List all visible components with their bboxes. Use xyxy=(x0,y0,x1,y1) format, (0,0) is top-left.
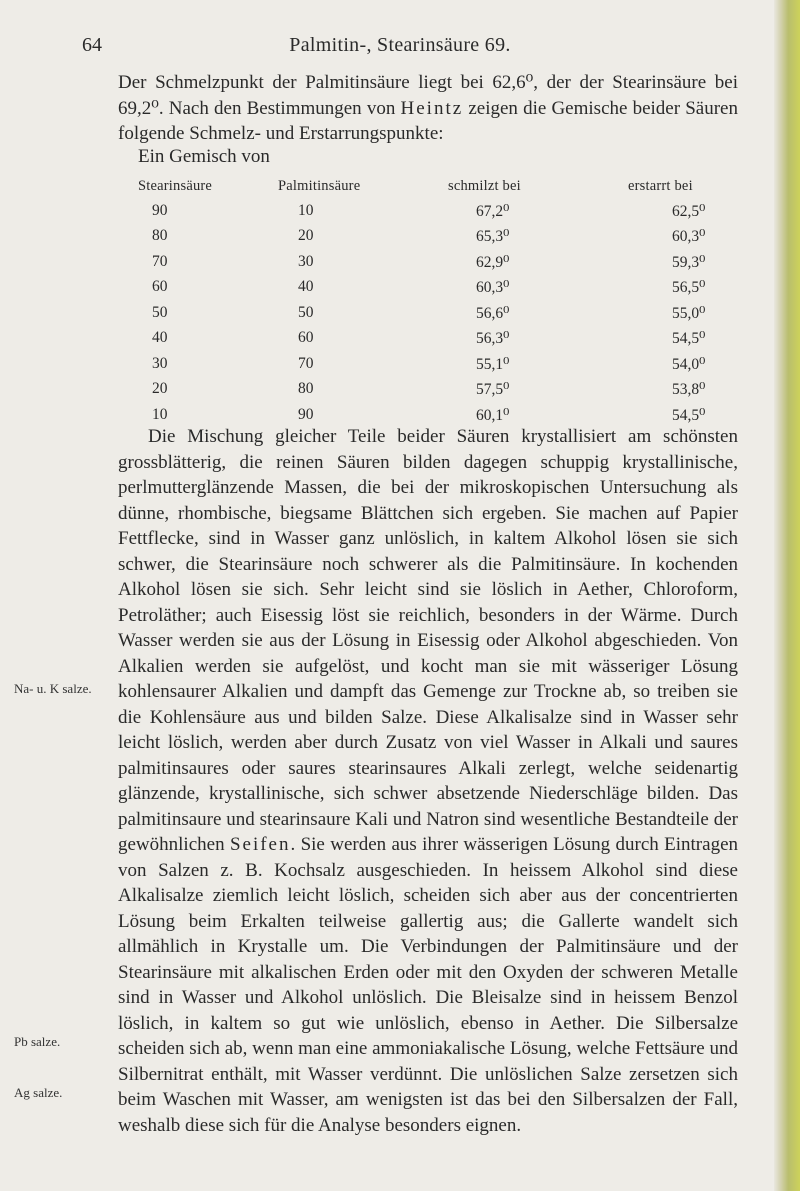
cell-erstarrt: 54,5⁰ xyxy=(672,330,706,347)
table-row xyxy=(118,253,738,279)
cell-stearin: 60 xyxy=(152,278,168,295)
cell-schmilzt: 62,9⁰ xyxy=(476,253,510,271)
cell-schmilzt: 57,5⁰ xyxy=(476,381,510,398)
margin-note-ag-salze: Ag salze. xyxy=(14,1085,63,1100)
main-paragraph xyxy=(118,424,738,1138)
cell-erstarrt: 59,3⁰ xyxy=(672,253,706,271)
cell-erstarrt: 56,5⁰ xyxy=(672,279,706,296)
cell-stearin: 80 xyxy=(152,227,168,244)
cell-palmitin: 10 xyxy=(298,201,314,219)
cell-schmilzt: 65,3⁰ xyxy=(476,228,510,245)
page-header xyxy=(80,34,720,64)
cell-erstarrt: 53,8⁰ xyxy=(672,381,706,398)
main-text-2: . Sie werden aus ihrer wässerigen Lösung durch Eintragen von Salzen z. B. Kochsalz ausgeschieden. In heissem Alkohol sind diese Alkalisalze ziemlich leicht löslich, scheiden sich aber aus der concentrierten Lösung beim Erkalten teilweise gallertig aus; die Gallerte wandelt sich allmählich in Krystalle um. Die Verbindungen der Palmitinsäure und der Stearinsäure mit alkalischen Erden oder mit den Oxyden der schweren Metalle sind in Wasser und Alkohol unlöslich. Die Bleisalze sind in heissem Benzol löslich, in kaltem so gut wie unlöslich, ebenso in Aether. Die Silbersalze scheiden sich ab, wenn man eine ammoniakalische Lösung, welche Fettsäure und Silbernitrat enthält, mit Wasser verdünnt. Die unlöslichen Salze zersetzen sich beim Waschen mit Wasser, am wenigsten ist das bei den Silbersalzen der Fall, weshalb diese sich für die Analyse besonders eignen. xyxy=(118,834,739,1136)
cell-stearin: 50 xyxy=(152,303,168,321)
cell-schmilzt: 60,3⁰ xyxy=(476,279,510,296)
cell-palmitin: 30 xyxy=(298,252,314,270)
cell-palmitin: 40 xyxy=(298,278,314,295)
cell-palmitin: 60 xyxy=(298,329,314,346)
melting-point-table xyxy=(118,176,738,431)
main-text-1: Die Mischung gleicher Teile beider Säuren krystallisiert am schönsten grossblätterig, die reinen Säuren bilden dagegen schuppig krystallinische, perlmutterglänzende Massen, die bei der mikroskopischen Untersuchung als dünne, rhombische, biegsame Blättchen sich ergeben. Sie machen auf Papier Fettflecke, sind in Wasser ganz unlöslich, in kaltem Alkohol lösen sie sich schwer, die Stearinsäure noch schwerer als die Palmitinsäure. In kochenden Alkohol lösen sie sich. Sehr leicht sind sie löslich in Aether, Chloroform, Petroläther; auch Eisessig löst sie reichlich, besonders in der Wärme. Durch Wasser werden sie aus der Lösung in Eisessig oder Alkohol abgeschieden. Von Alkalien werden sie aufgelöst, und kocht man sie mit wässeriger Lösung kohlensaurer Alkalien und dampft das Gemenge zur Trockne ab, so treiben sie die Kohlensäure aus und bilden Salze. Diese Alkalisalze sind in Wasser sehr leicht löslich, werden aber durch Zusatz von viel Wasser in Alkali und saures palmitinsaures oder saures stearinsaures Alkali zerlegt, welche seidenartig glänzende, krystallinische, sich schwer absetzende Niederschläge bilden. Das palmitinsaure und stearinsaure Kali und Natron sind wesentliche Bestandteile der gewöhnlichen xyxy=(118,426,738,855)
cell-palmitin: 50 xyxy=(298,303,314,321)
cell-stearin: 30 xyxy=(152,354,168,372)
cell-erstarrt: 62,5⁰ xyxy=(672,202,706,220)
cell-schmilzt: 55,1⁰ xyxy=(476,355,510,373)
cell-stearin: 20 xyxy=(152,380,168,397)
author-name: Heintz xyxy=(400,97,464,119)
margin-note-na-k-salze: Na- u. K salze. xyxy=(14,681,92,696)
cell-palmitin: 70 xyxy=(298,354,314,372)
table-row xyxy=(118,304,738,330)
table-row xyxy=(118,329,738,355)
cell-erstarrt: 60,3⁰ xyxy=(672,228,706,245)
cell-erstarrt: 54,5⁰ xyxy=(672,406,706,424)
cell-stearin: 10 xyxy=(152,405,168,423)
cell-stearin: 70 xyxy=(152,252,168,270)
page-number: 64 xyxy=(82,34,102,56)
intro-text-2: zeigen die Gemische beider Säuren folgende Schmelz- und Erstarrungspunkte: xyxy=(118,97,738,144)
cell-schmilzt: 56,6⁰ xyxy=(476,304,510,322)
header-erstarrt: erstarrt bei xyxy=(628,178,693,194)
gemisch-label: Ein Gemisch von xyxy=(138,146,270,167)
cell-palmitin: 90 xyxy=(298,405,314,423)
cell-schmilzt: 67,2⁰ xyxy=(476,202,510,220)
intro-text-1: Der Schmelzpunkt der Palmitinsäure liegt bei 62,6⁰, der der Stearinsäure bei 69,2⁰. Nach den Bestimmungen von xyxy=(118,72,738,119)
table-row xyxy=(118,227,738,253)
table-row xyxy=(118,355,738,381)
cell-erstarrt: 55,0⁰ xyxy=(672,304,706,322)
table-row xyxy=(118,380,738,406)
cell-palmitin: 20 xyxy=(298,227,314,244)
header-schmilzt: schmilzt bei xyxy=(448,178,521,194)
cell-erstarrt: 54,0⁰ xyxy=(672,355,706,373)
table-header xyxy=(118,176,738,202)
cell-stearin: 90 xyxy=(152,201,168,219)
intro-paragraph xyxy=(118,70,738,147)
margin-note-pb-salze: Pb salze. xyxy=(14,1034,61,1049)
header-stearinsaeure: Stearinsäure xyxy=(138,178,213,194)
page-edge-decoration xyxy=(774,0,800,1191)
cell-stearin: 40 xyxy=(152,329,168,346)
seifen-term: Seifen xyxy=(229,834,291,855)
header-palmitinsaeure: Palmitinsäure xyxy=(278,178,361,194)
cell-schmilzt: 56,3⁰ xyxy=(476,330,510,347)
table-row xyxy=(118,278,738,304)
table-row xyxy=(118,202,738,228)
cell-schmilzt: 60,1⁰ xyxy=(476,406,510,424)
running-head: Palmitin-, Stearinsäure 69. xyxy=(289,34,511,56)
cell-palmitin: 80 xyxy=(298,380,314,397)
